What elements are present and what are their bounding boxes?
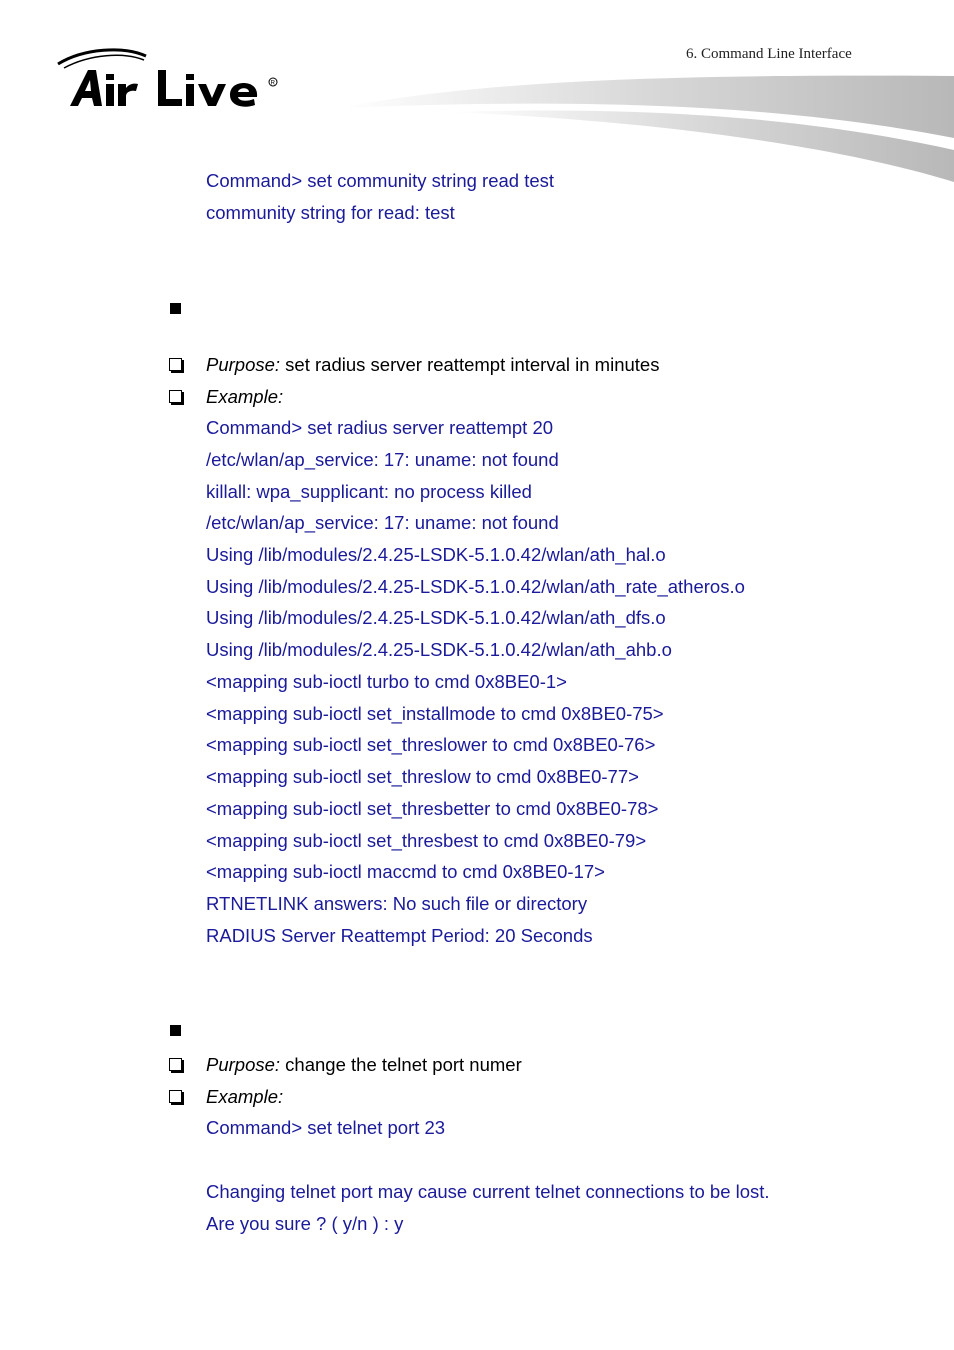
output-line: <mapping sub-ioctl maccmd to cmd 0x8BE0-17> xyxy=(206,861,605,882)
output-line: /etc/wlan/ap_service: 17: uname: not found xyxy=(206,449,559,470)
output-line: Using /lib/modules/2.4.25-LSDK-5.1.0.42/wlan/ath_dfs.o xyxy=(206,607,666,628)
output-line: <mapping sub-ioctl set_threslower to cmd 0x8BE0-76> xyxy=(206,734,656,755)
output-line: <mapping sub-ioctl set_threslow to cmd 0x8BE0-77> xyxy=(206,766,639,787)
output-line: Using /lib/modules/2.4.25-LSDK-5.1.0.42/wlan/ath_rate_atheros.o xyxy=(206,576,745,597)
page-header-title: 6. Command Line Interface xyxy=(686,46,852,62)
section-bullet xyxy=(170,1025,181,1036)
command-line: Command> set telnet port 23 xyxy=(206,1117,446,1138)
purpose-label: Purpose: xyxy=(206,1054,281,1075)
purpose-text: set radius server reattempt interval in minutes xyxy=(280,354,660,375)
output-line: Are you sure ? ( y/n ) : y xyxy=(206,1213,404,1234)
output-line: Using /lib/modules/2.4.25-LSDK-5.1.0.42/wlan/ath_hal.o xyxy=(206,544,666,565)
purpose-line xyxy=(206,1054,522,1076)
purpose-text: change the telnet port numer xyxy=(280,1054,522,1075)
output-line: RTNETLINK answers: No such file or directory xyxy=(206,893,588,914)
checkbox-bullet-icon xyxy=(169,390,182,403)
output-line: <mapping sub-ioctl set_thresbetter to cmd 0x8BE0-78> xyxy=(206,798,659,819)
output-line: RADIUS Server Reattempt Period: 20 Seconds xyxy=(206,925,593,946)
output-line: <mapping sub-ioctl turbo to cmd 0x8BE0-1> xyxy=(206,671,567,692)
command-line: Command> set radius server reattempt 20 xyxy=(206,417,554,438)
output-line: <mapping sub-ioctl set_thresbest to cmd 0x8BE0-79> xyxy=(206,830,647,851)
example-label: Example: xyxy=(206,386,284,407)
command-line: Command> set community string read test xyxy=(206,170,555,191)
svg-text:R: R xyxy=(270,80,275,87)
output-line: Changing telnet port may cause current telnet connections to be lost. xyxy=(206,1181,770,1202)
airlive-logo xyxy=(54,46,286,116)
output-line: <mapping sub-ioctl set_installmode to cmd 0x8BE0-75> xyxy=(206,703,664,724)
purpose-label: Purpose: xyxy=(206,354,281,375)
output-line: community string for read: test xyxy=(206,202,455,223)
output-line: Using /lib/modules/2.4.25-LSDK-5.1.0.42/wlan/ath_ahb.o xyxy=(206,639,672,660)
section-bullet xyxy=(170,303,181,314)
example-label: Example: xyxy=(206,1086,284,1107)
output-line: killall: wpa_supplicant: no process killed xyxy=(206,481,532,502)
checkbox-bullet-icon xyxy=(169,1058,182,1071)
checkbox-bullet-icon xyxy=(169,1090,182,1103)
checkbox-bullet-icon xyxy=(169,358,182,371)
purpose-line xyxy=(206,354,659,376)
output-line: /etc/wlan/ap_service: 17: uname: not found xyxy=(206,512,559,533)
